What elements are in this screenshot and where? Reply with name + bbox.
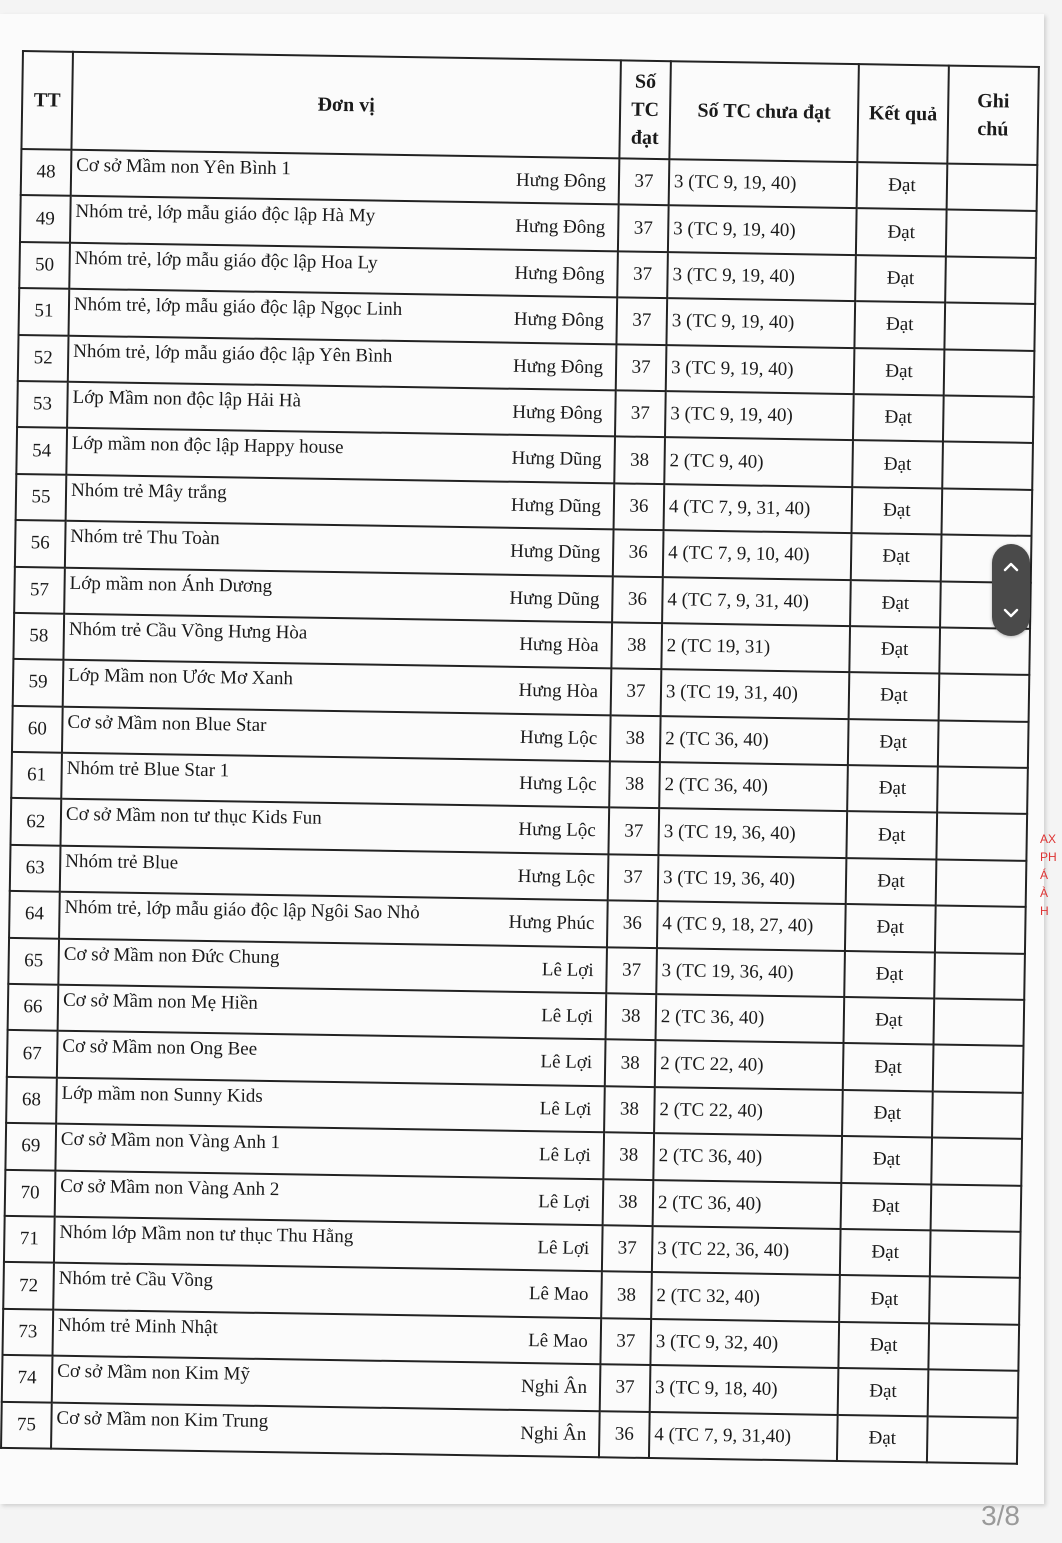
cell-passed: 37 [616,344,667,391]
cell-result: Đạt [843,1043,934,1091]
stamp-line: Á [1040,868,1049,882]
unit-name: Nhóm trẻ Mây trắng [70,479,227,504]
cell-result: Đạt [841,1183,932,1231]
unit-name: Cơ sở Mầm non Vàng Anh 1 [60,1128,281,1154]
cell-note [939,674,1030,722]
unit-name: Nhóm trẻ Minh Nhật [57,1314,219,1338]
cell-passed: 38 [611,622,662,669]
cell-passed: 38 [604,1086,655,1133]
cell-not-passed: 2 (TC 36, 40) [660,716,849,765]
cell-passed: 38 [603,1179,654,1226]
unit-commune: Hưng Dũng [509,587,600,610]
cell-result: Đạt [838,1368,929,1416]
cell-tt: 53 [17,381,68,428]
unit-commune: Lê Lợi [537,1237,590,1260]
cell-passed: 36 [613,529,664,576]
stamp-line: À [1040,886,1049,900]
unit-name: Lớp mầm non Ánh Dương [69,572,273,597]
cell-note [942,442,1033,490]
cell-not-passed: 3 (TC 9, 19, 40) [668,206,857,255]
unit-name: Cơ sở Mầm non Vàng Anh 2 [59,1175,280,1200]
unit-commune: Nghi Ân [520,1422,587,1445]
cell-note [928,1323,1019,1371]
unit-name: Cơ sở Mầm non Blue Star [67,711,267,736]
cell-note [946,210,1037,258]
cell-note [933,998,1024,1046]
cell-tt: 49 [20,195,71,242]
cell-note [927,1416,1018,1464]
cell-result: Đạt [843,997,934,1045]
unit-commune: Lê Lợi [540,1005,594,1028]
unit-commune: Lê Lợi [538,1144,591,1167]
unit-commune: Lê Lợi [538,1190,591,1213]
cell-tt: 69 [5,1123,56,1170]
cell-note [937,767,1028,815]
cell-note [936,813,1027,861]
unit-name: Nhóm trẻ, lớp mẫu giáo độc lập Ngọc Linh [73,294,403,321]
cell-note [933,1045,1024,1093]
unit-commune: Hưng Đông [514,262,605,285]
cell-tt: 60 [12,706,63,753]
cell-passed: 37 [618,205,669,252]
cell-result: Đạt [846,812,937,860]
cell-not-passed: 4 (TC 7, 9, 10, 40) [663,530,852,579]
cell-passed: 37 [619,158,670,205]
cell-tt: 66 [8,984,59,1031]
cell-tt: 50 [19,242,70,289]
header-tt: TT [21,51,73,150]
cell-not-passed: 3 (TC 19, 36, 40) [658,809,847,858]
unit-commune: Hưng Hòa [518,680,599,703]
cell-not-passed: 3 (TC 9, 19, 40) [667,252,856,301]
cell-not-passed: 4 (TC 7, 9, 31,40) [649,1412,838,1461]
header-note: Ghi chú [947,66,1039,165]
cell-tt: 51 [19,288,70,335]
cell-not-passed: 2 (TC 36, 40) [656,994,845,1043]
unit-commune: Lê Mao [528,1283,589,1306]
cell-not-passed: 4 (TC 7, 9, 31, 40) [664,484,853,533]
unit-name: Nhóm trẻ Blue Star 1 [66,757,230,782]
unit-commune: Nghi Ân [520,1376,588,1399]
cell-result: Đạt [855,255,946,303]
cell-not-passed: 3 (TC 9, 19, 40) [666,298,855,347]
cell-tt: 62 [11,798,62,845]
cell-not-passed: 2 (TC 19, 31) [661,623,850,672]
unit-commune: Hưng Đông [515,169,607,193]
header-unit: Đơn vị [71,52,620,159]
cell-result: Đạt [845,904,936,952]
unit-name: Cơ sở Mầm non Yên Bình 1 [76,154,292,180]
cell-not-passed: 3 (TC 9, 19, 40) [666,345,855,394]
cell-result: Đạt [850,580,941,628]
cell-result: Đạt [852,487,943,535]
cell-not-passed: 4 (TC 9, 18, 27, 40) [657,901,846,950]
cell-not-passed: 3 (TC 9, 19, 40) [669,159,858,208]
unit-commune: Lê Lợi [541,958,594,981]
cell-passed: 38 [609,761,660,808]
unit-name: Lớp Mầm non Ước Mơ Xanh [68,665,294,690]
header-passed: Số TC đạt [619,60,671,159]
cell-not-passed: 2 (TC 22, 40) [655,1040,844,1089]
cell-not-passed: 2 (TC 9, 40) [664,437,853,486]
cell-result: Đạt [857,162,948,210]
cell-result: Đạt [837,1415,928,1463]
cell-result: Đạt [849,672,940,720]
cell-result: Đạt [842,1090,933,1138]
unit-commune: Hưng Phúc [508,912,595,935]
cell-note [944,349,1035,397]
cell-not-passed: 3 (TC 19, 36, 40) [656,948,845,997]
unit-name: Nhóm trẻ, lớp mẫu giáo độc lập Hoa Ly [74,247,378,274]
cell-note [931,1184,1022,1232]
cell-tt: 70 [5,1169,56,1216]
cell-passed: 37 [615,390,666,437]
cell-passed: 37 [617,251,668,298]
cell-tt: 73 [2,1309,53,1356]
cell-passed: 38 [606,993,657,1040]
unit-commune: Hưng Đông [512,401,603,425]
unit-commune: Hưng Dũng [510,494,602,517]
unit-commune: Hưng Lộc [517,865,596,888]
unit-commune: Hưng Lộc [519,726,598,749]
unit-name: Nhóm trẻ Cầu Vồng [58,1268,214,1292]
cell-note [944,303,1035,351]
unit-name: Cơ sở Mầm non Mẹ Hiền [62,989,259,1014]
table-header-row [21,51,1038,165]
cell-result: Đạt [839,1275,930,1323]
table-body [1,149,1037,1464]
cell-tt: 61 [11,752,62,799]
cell-passed: 38 [614,437,665,484]
unit-commune: Hưng Lộc [518,819,596,842]
cell-not-passed: 2 (TC 32, 40) [651,1272,840,1321]
cell-result: Đạt [847,765,938,813]
cell-passed: 36 [607,901,658,948]
cell-tt: 67 [7,1030,58,1077]
cell-note [943,395,1034,443]
scroll-up-button[interactable] [996,550,1026,584]
header-result: Kết quả [857,64,949,163]
cell-not-passed: 2 (TC 36, 40) [659,762,848,811]
stamp-line: PH [1040,850,1057,864]
cell-result: Đạt [851,533,942,581]
page-indicator: 3/8 [981,1500,1020,1531]
cell-result: Đạt [854,348,945,396]
unit-name: Nhóm trẻ, lớp mẫu giáo độc lập Ngôi Sao Nhỏ [64,897,420,924]
stamp-line: H [1040,904,1049,918]
cell-result: Đạt [854,301,945,349]
unit-commune: Lê Lợi [539,1098,592,1120]
cell-tt: 74 [2,1355,53,1402]
chevron-up-icon [1003,562,1019,572]
cell-passed: 38 [610,715,661,762]
unit-commune: Hưng Đông [512,355,604,378]
unit-commune: Hưng Hòa [519,633,599,657]
unit-name: Lớp Mầm non độc lập Hải Hà [72,386,302,412]
cell-tt: 54 [16,427,67,474]
stamp-line: AX [1040,832,1057,846]
cell-passed: 37 [600,1318,651,1365]
cell-passed: 37 [611,669,662,716]
cell-tt: 72 [3,1262,54,1309]
unit-name: Lớp mầm non Sunny Kids [61,1082,263,1107]
cell-result: Đạt [841,1136,932,1184]
unit-name: Cơ sở Mầm non Ong Bee [62,1036,258,1061]
cell-result: Đạt [849,626,940,674]
document-page [0,14,1044,1504]
cell-passed: 37 [608,854,659,901]
cell-result: Đạt [840,1229,931,1277]
cell-tt: 57 [14,566,65,613]
cell-not-passed: 2 (TC 36, 40) [653,1180,842,1229]
cell-result: Đạt [852,440,943,488]
scroll-control [992,544,1030,636]
cell-result: Đạt [848,719,939,767]
unit-name: Nhóm trẻ Thu Toàn [70,525,220,550]
cell-note [929,1277,1020,1325]
cell-passed: 36 [599,1411,650,1458]
unit-name: Cơ sở Mầm non Đức Chung [63,943,280,968]
cell-not-passed: 4 (TC 7, 9, 31, 40) [662,577,851,626]
unit-name: Nhóm trẻ Cầu Vồng Hưng Hòa [68,618,308,644]
cell-note [942,488,1033,536]
cell-unit [51,1402,600,1457]
cell-tt: 68 [6,1077,57,1124]
cell-passed: 37 [608,808,659,855]
cell-note [938,720,1029,768]
unit-name: Cơ sở Mầm non Kim Mỹ [57,1360,251,1385]
cell-note [936,859,1027,907]
cell-note [947,164,1038,212]
cell-passed: 37 [602,1225,653,1272]
scroll-down-button[interactable] [996,596,1026,630]
unit-name: Cơ sở Mầm non Kim Trung [56,1407,269,1432]
cell-result: Đạt [856,209,947,257]
cell-not-passed: 3 (TC 9, 32, 40) [650,1319,839,1368]
cell-note [932,1091,1023,1139]
cell-passed: 38 [603,1132,654,1179]
cell-passed: 38 [605,1040,656,1087]
cell-tt: 56 [15,520,66,567]
cell-tt: 52 [18,335,69,382]
cell-passed: 37 [616,298,667,345]
unit-commune: Lê Mao [528,1329,588,1352]
cell-tt: 64 [9,891,60,938]
unit-commune: Hưng Dũng [510,540,601,564]
cell-tt: 58 [13,613,64,660]
unit-name: Nhóm trẻ, lớp mẫu giáo độc lập Hà My [75,201,376,227]
cell-note [930,1230,1021,1278]
cell-passed: 38 [601,1272,652,1319]
cell-note [934,952,1025,1000]
cell-note [931,1138,1022,1186]
unit-commune: Hưng Dũng [511,448,602,471]
unit-name: Cơ sở Mầm non tư thục Kids Fun [65,804,322,830]
header-not-passed: Số TC chưa đạt [669,61,859,162]
cell-passed: 36 [614,483,665,530]
cell-not-passed: 2 (TC 36, 40) [653,1133,842,1182]
cell-not-passed: 3 (TC 19, 31, 40) [661,669,850,718]
unit-name: Nhóm trẻ Blue [65,850,179,874]
unit-commune: Hưng Lộc [519,772,597,796]
cell-tt: 59 [13,659,64,706]
cell-tt: 48 [21,149,72,196]
cell-note [928,1370,1019,1418]
unit-name: Nhóm lớp Mầm non tư thục Thu Hằng [59,1221,354,1248]
cell-not-passed: 3 (TC 22, 36, 40) [652,1226,841,1275]
cell-result: Đạt [844,951,935,999]
cell-tt: 75 [1,1401,52,1448]
cell-tt: 65 [8,938,59,985]
cell-passed: 37 [606,947,657,994]
cell-passed: 36 [612,576,663,623]
unit-commune: Hưng Đông [515,216,606,239]
unit-name: Nhóm trẻ, lớp mẫu giáo độc lập Yên Bình [73,340,393,367]
cell-passed: 37 [600,1364,651,1411]
cell-tt: 55 [16,474,67,521]
cell-tt: 63 [10,845,61,892]
cell-not-passed: 3 (TC 9, 18, 40) [650,1365,839,1414]
cell-result: Đạt [853,394,944,442]
results-table [0,50,1040,1465]
stamp-fragment [1040,830,1062,980]
cell-tt: 71 [4,1216,55,1263]
cell-not-passed: 3 (TC 9, 19, 40) [665,391,854,440]
cell-result: Đạt [846,858,937,906]
chevron-down-icon [1003,608,1019,618]
cell-result: Đạt [838,1322,929,1370]
cell-note [945,256,1036,304]
unit-name: Lớp mầm non độc lập Happy house [71,433,344,459]
unit-commune: Lê Lợi [540,1051,593,1074]
unit-commune: Hưng Đông [513,308,604,332]
cell-not-passed: 2 (TC 22, 40) [654,1087,843,1136]
cell-note [935,906,1026,954]
cell-not-passed: 3 (TC 19, 36, 40) [658,855,847,904]
